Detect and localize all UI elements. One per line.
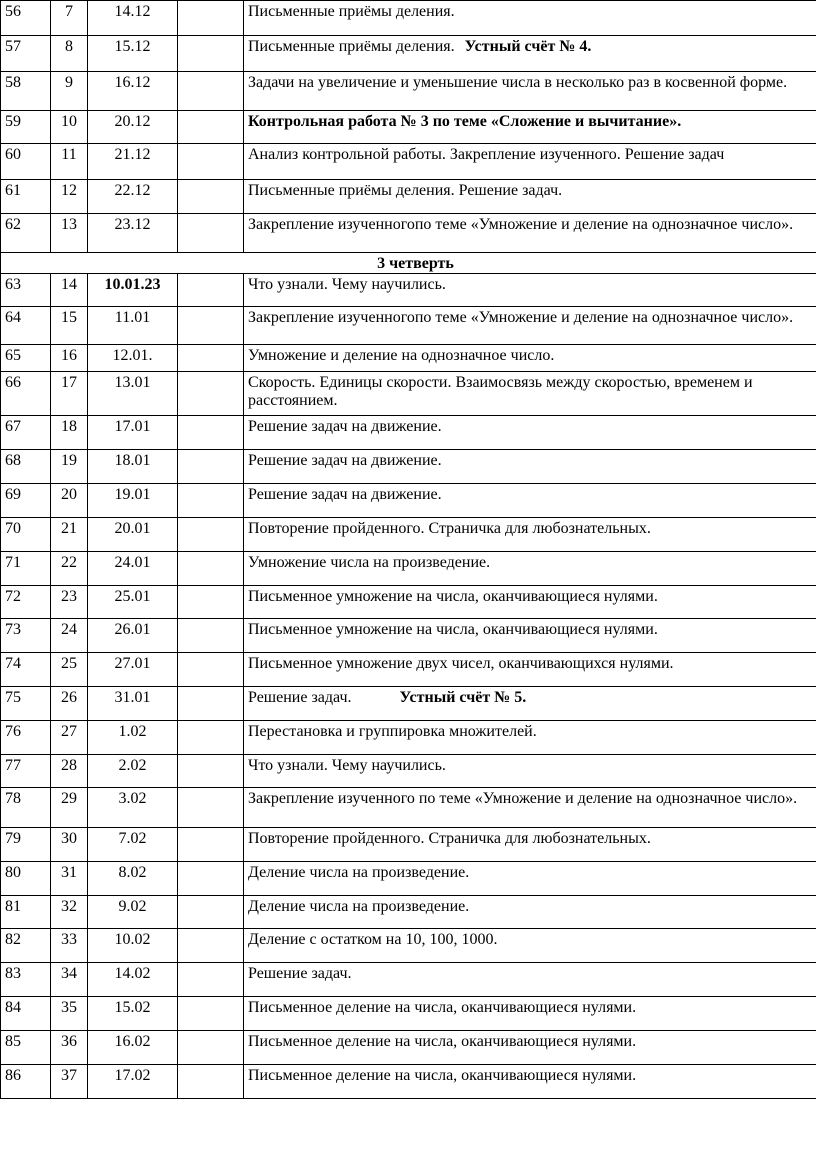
lesson-number: 79 <box>1 828 51 862</box>
table-row <box>1 180 816 214</box>
lesson-topic-text: Решение задач. <box>248 965 352 982</box>
date-fact-cell <box>178 721 244 755</box>
lesson-topic <box>244 518 816 552</box>
table-row <box>1 416 816 450</box>
lesson-topic-text: Письменные приёмы деления. <box>248 38 455 55</box>
lesson-topic <box>244 1065 816 1099</box>
table-row <box>1 552 816 586</box>
lesson-date: 20.12 <box>88 111 178 144</box>
quarter-lesson-number: 35 <box>51 997 88 1031</box>
table-row <box>1 997 816 1031</box>
lesson-topic-text: Письменное умножение двух чисел, оканчивающихся нулями. <box>248 655 674 672</box>
lesson-date: 12.01. <box>88 345 178 372</box>
quarter-lesson-number: 12 <box>51 180 88 214</box>
quarter-row <box>1 253 816 274</box>
date-fact-cell <box>178 416 244 450</box>
lesson-topic <box>244 345 816 372</box>
lesson-topic-text: Решение задач на движение. <box>248 452 442 469</box>
table-row <box>1 307 816 345</box>
lesson-topic-text: Закрепление изученногопо теме «Умножение и деление на однозначное число». <box>248 309 794 326</box>
lesson-topic <box>244 307 816 345</box>
lesson-date: 27.01 <box>88 653 178 687</box>
table-row <box>1 518 816 552</box>
lesson-topic <box>244 180 816 214</box>
lesson-date: 1.02 <box>88 721 178 755</box>
quarter-lesson-number: 29 <box>51 788 88 828</box>
table-row <box>1 755 816 788</box>
lesson-number: 82 <box>1 929 51 963</box>
date-fact-cell <box>178 372 244 416</box>
lesson-number: 74 <box>1 653 51 687</box>
date-fact-cell <box>178 450 244 484</box>
lesson-topic-text: Письменные приёмы деления. <box>248 3 455 20</box>
lesson-date: 25.01 <box>88 586 178 619</box>
lesson-number: 85 <box>1 1031 51 1065</box>
lesson-topic <box>244 862 816 896</box>
quarter-lesson-number: 8 <box>51 36 88 72</box>
table-row <box>1 111 816 144</box>
lesson-date: 15.12 <box>88 36 178 72</box>
quarter-lesson-number: 21 <box>51 518 88 552</box>
date-fact-cell <box>178 997 244 1031</box>
date-fact-cell <box>178 1065 244 1099</box>
lesson-topic-text: Анализ контрольной работы. Закрепление изученного. Решение задач <box>248 146 725 163</box>
quarter-lesson-number: 16 <box>51 345 88 372</box>
lesson-topic <box>244 144 816 180</box>
lesson-date: 9.02 <box>88 896 178 929</box>
quarter-section <box>1 253 816 274</box>
table-row <box>1 653 816 687</box>
lesson-number: 71 <box>1 552 51 586</box>
lesson-topic <box>244 484 816 518</box>
lesson-topic-text: Задачи на увеличение и уменьшение числа в несколько раз в косвенной форме. <box>248 74 788 91</box>
lesson-number: 69 <box>1 484 51 518</box>
quarter-lesson-number: 34 <box>51 963 88 997</box>
date-fact-cell <box>178 274 244 307</box>
quarter-lesson-number: 22 <box>51 552 88 586</box>
table-row <box>1 274 816 307</box>
lesson-date: 16.12 <box>88 72 178 111</box>
lesson-topic-text: Умножение и деление на однозначное число. <box>248 347 555 364</box>
lesson-number: 60 <box>1 144 51 180</box>
lesson-date: 7.02 <box>88 828 178 862</box>
lesson-topic-text: Письменные приёмы деления. Решение задач. <box>248 182 563 199</box>
quarter-lesson-number: 14 <box>51 274 88 307</box>
table-row <box>1 372 816 416</box>
lesson-number: 67 <box>1 416 51 450</box>
quarter-lesson-number: 11 <box>51 144 88 180</box>
lesson-number: 58 <box>1 72 51 111</box>
lesson-topic <box>244 274 816 307</box>
table-row <box>1 929 816 963</box>
lesson-date: 8.02 <box>88 862 178 896</box>
lesson-topic-text: Повторение пройденного. Страничка для любознательных. <box>248 830 651 847</box>
date-fact-cell <box>178 307 244 345</box>
lesson-topic <box>244 214 816 253</box>
quarter-lesson-number: 17 <box>51 372 88 416</box>
table-row <box>1 345 816 372</box>
table-row <box>1 828 816 862</box>
lesson-topic <box>244 653 816 687</box>
lesson-topic <box>244 687 816 721</box>
lesson-topic <box>244 721 816 755</box>
lesson-topic <box>244 111 816 144</box>
lesson-number: 65 <box>1 345 51 372</box>
lesson-topic-text: Деление числа на произведение. <box>248 898 470 915</box>
lesson-number: 80 <box>1 862 51 896</box>
lesson-topic-text: Письменное умножение на числа, оканчивающиеся нулями. <box>248 588 658 605</box>
date-fact-cell <box>178 896 244 929</box>
lesson-date: 10.02 <box>88 929 178 963</box>
date-fact-cell <box>178 1031 244 1065</box>
date-fact-cell <box>178 653 244 687</box>
quarter-lesson-number: 31 <box>51 862 88 896</box>
lesson-topic <box>244 619 816 653</box>
lesson-number: 86 <box>1 1065 51 1099</box>
table-row <box>1 896 816 929</box>
table-row <box>1 1031 816 1065</box>
lesson-date: 21.12 <box>88 144 178 180</box>
lesson-topic-text: Письменное деление на числа, оканчивающиеся нулями. <box>248 1033 637 1050</box>
lesson-number: 72 <box>1 586 51 619</box>
date-fact-cell <box>178 518 244 552</box>
date-fact-cell <box>178 36 244 72</box>
table-row <box>1 862 816 896</box>
lesson-date: 17.02 <box>88 1065 178 1099</box>
lesson-number: 59 <box>1 111 51 144</box>
quarter-lesson-number: 15 <box>51 307 88 345</box>
lesson-topic <box>244 1031 816 1065</box>
quarter-lesson-number: 20 <box>51 484 88 518</box>
date-fact-cell <box>178 1 244 36</box>
lesson-topic <box>244 36 816 72</box>
lesson-number: 56 <box>1 1 51 36</box>
quarter-lesson-number: 24 <box>51 619 88 653</box>
date-fact-cell <box>178 828 244 862</box>
date-fact-cell <box>178 180 244 214</box>
lesson-topic <box>244 372 816 416</box>
quarter-lesson-number: 27 <box>51 721 88 755</box>
lesson-topic-text: Письменное умножение на числа, оканчивающиеся нулями. <box>248 621 658 638</box>
lesson-topic-text: Деление с остатком на 10, 100, 1000. <box>248 931 498 948</box>
table-row <box>1 450 816 484</box>
date-fact-cell <box>178 214 244 253</box>
table-row <box>1 1065 816 1099</box>
table-row <box>1 586 816 619</box>
table-row <box>1 788 816 828</box>
lesson-topic <box>244 450 816 484</box>
lesson-number: 78 <box>1 788 51 828</box>
quarter-lesson-number: 23 <box>51 586 88 619</box>
table-body-before <box>1 1 816 253</box>
date-fact-cell <box>178 963 244 997</box>
lesson-number: 70 <box>1 518 51 552</box>
date-fact-cell <box>178 687 244 721</box>
lesson-date: 16.02 <box>88 1031 178 1065</box>
lesson-date: 20.01 <box>88 518 178 552</box>
quarter-lesson-number: 7 <box>51 1 88 36</box>
lesson-number: 61 <box>1 180 51 214</box>
lesson-number: 81 <box>1 896 51 929</box>
lesson-date: 31.01 <box>88 687 178 721</box>
lesson-topic <box>244 755 816 788</box>
lesson-number: 62 <box>1 214 51 253</box>
lesson-date: 11.01 <box>88 307 178 345</box>
date-fact-cell <box>178 755 244 788</box>
lesson-topic <box>244 828 816 862</box>
lesson-topic <box>244 416 816 450</box>
lesson-topic <box>244 586 816 619</box>
lesson-topic <box>244 896 816 929</box>
table-row <box>1 214 816 253</box>
lesson-topic <box>244 552 816 586</box>
date-fact-cell <box>178 586 244 619</box>
table-row <box>1 1 816 36</box>
lesson-date: 17.01 <box>88 416 178 450</box>
lesson-topic-text: Что узнали. Чему научились. <box>248 276 446 293</box>
oral-count-note: Устный счёт № 5. <box>399 689 527 706</box>
quarter-lesson-number: 18 <box>51 416 88 450</box>
lesson-number: 76 <box>1 721 51 755</box>
lesson-topic-text: Перестановка и группировка множителей. <box>248 723 537 740</box>
lesson-topic-text: Письменное деление на числа, оканчивающиеся нулями. <box>248 1067 637 1084</box>
quarter-lesson-number: 10 <box>51 111 88 144</box>
lesson-date: 15.02 <box>88 997 178 1031</box>
lesson-date: 14.12 <box>88 1 178 36</box>
table-row <box>1 144 816 180</box>
lesson-topic-text: Решение задач на движение. <box>248 418 442 435</box>
lesson-date: 13.01 <box>88 372 178 416</box>
lesson-number: 66 <box>1 372 51 416</box>
date-fact-cell <box>178 144 244 180</box>
quarter-lesson-number: 32 <box>51 896 88 929</box>
table-row <box>1 721 816 755</box>
quarter-lesson-number: 30 <box>51 828 88 862</box>
quarter-lesson-number: 37 <box>51 1065 88 1099</box>
date-fact-cell <box>178 788 244 828</box>
lesson-date: 10.01.23 <box>88 274 178 307</box>
lesson-topic <box>244 997 816 1031</box>
lesson-topic <box>244 788 816 828</box>
lesson-topic-text: Закрепление изученного по теме «Умножение и деление на однозначное число». <box>248 790 798 807</box>
table-body-after <box>1 274 816 1099</box>
lesson-date: 3.02 <box>88 788 178 828</box>
oral-count-note: Устный счёт № 4. <box>464 38 592 55</box>
lesson-date: 18.01 <box>88 450 178 484</box>
lesson-topic-text: Скорость. Единицы скорости. Взаимосвязь между скоростью, временем и расстоянием. <box>248 374 753 409</box>
lesson-number: 77 <box>1 755 51 788</box>
table-row <box>1 963 816 997</box>
lesson-topic-text: Решение задач на движение. <box>248 486 442 503</box>
table-row <box>1 36 816 72</box>
lesson-number: 75 <box>1 687 51 721</box>
lesson-date: 26.01 <box>88 619 178 653</box>
quarter-lesson-number: 9 <box>51 72 88 111</box>
quarter-heading: 3 четверть <box>1 253 816 274</box>
lesson-number: 84 <box>1 997 51 1031</box>
date-fact-cell <box>178 929 244 963</box>
table-row <box>1 687 816 721</box>
lesson-number: 73 <box>1 619 51 653</box>
lesson-topic <box>244 1 816 36</box>
quarter-lesson-number: 36 <box>51 1031 88 1065</box>
quarter-lesson-number: 28 <box>51 755 88 788</box>
lesson-topic-text: Закрепление изученногопо теме «Умножение и деление на однозначное число». <box>248 216 794 233</box>
lesson-date: 24.01 <box>88 552 178 586</box>
lesson-topic-text: Что узнали. Чему научились. <box>248 757 446 774</box>
lesson-topic-text: Повторение пройденного. Страничка для любознательных. <box>248 520 651 537</box>
lesson-number: 68 <box>1 450 51 484</box>
table-row <box>1 619 816 653</box>
lesson-date: 23.12 <box>88 214 178 253</box>
lesson-number: 63 <box>1 274 51 307</box>
lesson-topic-text: Письменное деление на числа, оканчивающиеся нулями. <box>248 999 637 1016</box>
date-fact-cell <box>178 619 244 653</box>
lesson-topic <box>244 72 816 111</box>
lesson-date: 19.01 <box>88 484 178 518</box>
lesson-topic-text: Деление числа на произведение. <box>248 864 470 881</box>
table-row <box>1 484 816 518</box>
lesson-number: 64 <box>1 307 51 345</box>
quarter-lesson-number: 33 <box>51 929 88 963</box>
lesson-topic-text: Решение задач. <box>248 689 352 706</box>
lesson-topic <box>244 929 816 963</box>
table-row <box>1 72 816 111</box>
date-fact-cell <box>178 345 244 372</box>
lesson-number: 57 <box>1 36 51 72</box>
lesson-date: 14.02 <box>88 963 178 997</box>
quarter-lesson-number: 19 <box>51 450 88 484</box>
lesson-date: 2.02 <box>88 755 178 788</box>
lesson-topic-text: Контрольная работа № 3 по теме «Сложение и вычитание». <box>248 113 682 130</box>
date-fact-cell <box>178 862 244 896</box>
date-fact-cell <box>178 111 244 144</box>
quarter-lesson-number: 13 <box>51 214 88 253</box>
date-fact-cell <box>178 484 244 518</box>
date-fact-cell <box>178 552 244 586</box>
lesson-topic-text: Умножение числа на произведение. <box>248 554 491 571</box>
lesson-number: 83 <box>1 963 51 997</box>
lesson-topic <box>244 963 816 997</box>
lesson-date: 22.12 <box>88 180 178 214</box>
quarter-lesson-number: 25 <box>51 653 88 687</box>
quarter-lesson-number: 26 <box>51 687 88 721</box>
date-fact-cell <box>178 72 244 111</box>
